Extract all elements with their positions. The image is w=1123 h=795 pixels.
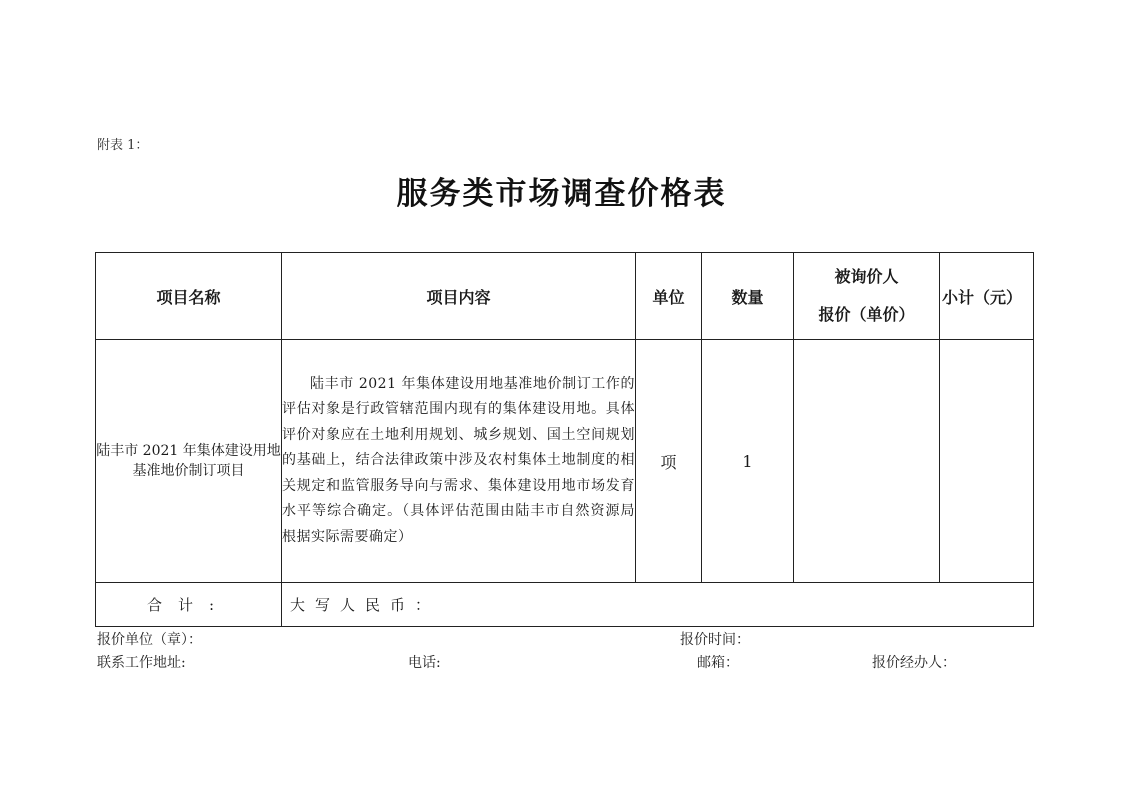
header-item-name: 项目名称 [96,253,282,340]
cell-quote-price [794,340,940,583]
header-subtotal: 小计（元） [940,253,1034,340]
attachment-label: 附表 1： [97,138,149,153]
cell-unit: 项 [636,340,702,583]
cell-subtotal [940,340,1034,583]
footer-address: 联系工作地址: [97,655,186,671]
table-header-row [96,253,1034,340]
table-row [96,340,1034,583]
total-label: 合计: [96,583,282,627]
header-quote-line2: 报价（单价） [818,305,915,324]
total-row [96,583,1034,627]
footer-phone: 电话: [408,655,441,671]
cell-quantity: 1 [702,340,794,583]
header-quote-price [794,253,940,340]
header-item-content: 项目内容 [282,253,636,340]
footer-mailbox: 邮箱： [697,655,739,671]
footer-quote-time: 报价时间： [680,632,750,648]
footer-handler: 报价经办人： [872,655,956,671]
header-quantity: 数量 [702,253,794,340]
header-quote-line1: 被询价人 [834,267,899,286]
cell-item-name: 陆丰市 2021 年集体建设用地基准地价制订项目 [96,340,282,583]
footer-quote-unit: 报价单位（章）： [97,632,202,648]
header-unit: 单位 [636,253,702,340]
price-table [95,252,1034,627]
cell-item-content: 陆丰市 2021 年集体建设用地基准地价制订工作的评估对象是行政管辖范围内现有的集体建设用地。具体评价对象应在土地利用规划、城乡规划、国土空间规划的基础上，结合法律政策中涉及农村集体土地制度的相关规定和监管服务导向与需求、集体建设用地市场发育水平等综合确定。（具体评估范围由陆丰市自然资源局根据实际需要确定） [282,340,636,583]
total-value: 大写人民币： [282,583,1034,627]
document-title: 服务类市场调查价格表 [396,176,727,212]
